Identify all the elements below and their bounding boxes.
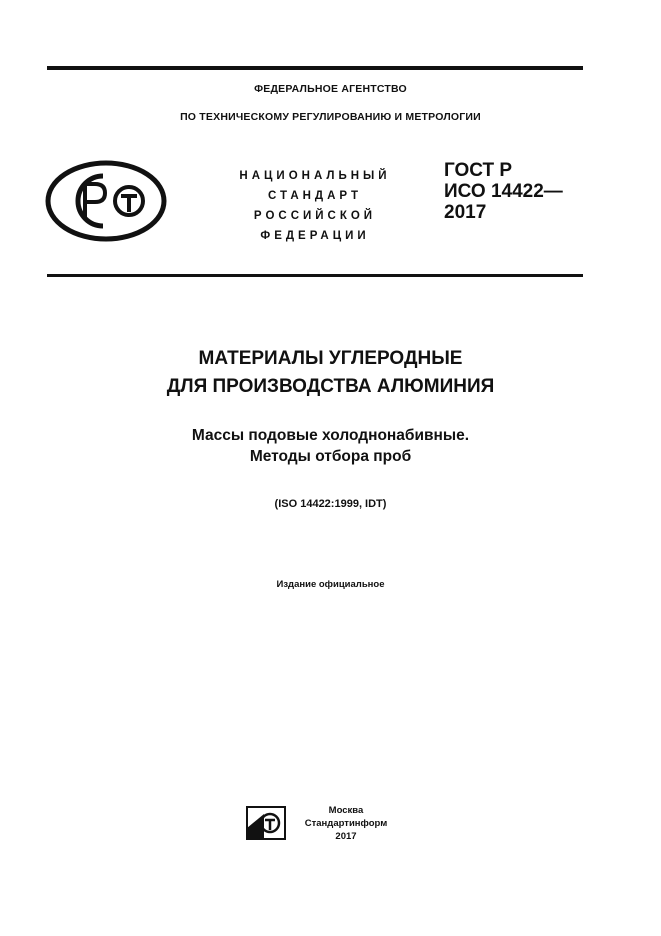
designation-line-2: ИСО 14422—: [444, 181, 563, 202]
document-subtitle: [0, 425, 661, 467]
subtitle-line-1: Массы подовые холоднонабивные.: [191, 427, 470, 444]
agency-line-1: ФЕДЕРАЛЬНОЕ АГЕНТСТВО: [254, 83, 407, 95]
designation-line-3: 2017: [444, 202, 487, 223]
top-rule: [47, 66, 583, 70]
standard-type-line-2: СТАНДАРТ: [268, 190, 362, 202]
middle-rule: [47, 274, 583, 277]
standard-type-line-3: РОССИЙСКОЙ: [253, 210, 377, 222]
standard-designation: [444, 160, 584, 223]
edition-label: Издание официальное: [276, 579, 385, 590]
title-line-2: ДЛЯ ПРОИЗВОДСТВА АЛЮМИНИЯ: [166, 376, 495, 397]
publisher-name: Стандартинформ: [304, 818, 388, 829]
standartinform-logo-icon: [246, 806, 286, 840]
standard-type: [212, 166, 418, 246]
standard-type-line-1: НАЦИОНАЛЬНЫЙ: [239, 170, 391, 182]
publisher-info: [296, 804, 396, 843]
subtitle-line-2: Методы отбора проб: [249, 448, 412, 465]
agency-line-2: ПО ТЕХНИЧЕСКОМУ РЕГУЛИРОВАНИЮ И МЕТРОЛОГИИ: [180, 111, 481, 123]
designation-line-1: ГОСТ Р: [444, 160, 513, 181]
title-line-1: МАТЕРИАЛЫ УГЛЕРОДНЫЕ: [198, 348, 463, 369]
publisher-year: 2017: [335, 831, 357, 842]
standard-type-line-4: ФЕДЕРАЦИИ: [260, 230, 370, 242]
publisher-city: Москва: [328, 805, 364, 816]
document-title: [0, 345, 661, 401]
iso-reference: (ISO 14422:1999, IDT): [274, 498, 387, 510]
rst-certification-logo-icon: [45, 160, 167, 242]
